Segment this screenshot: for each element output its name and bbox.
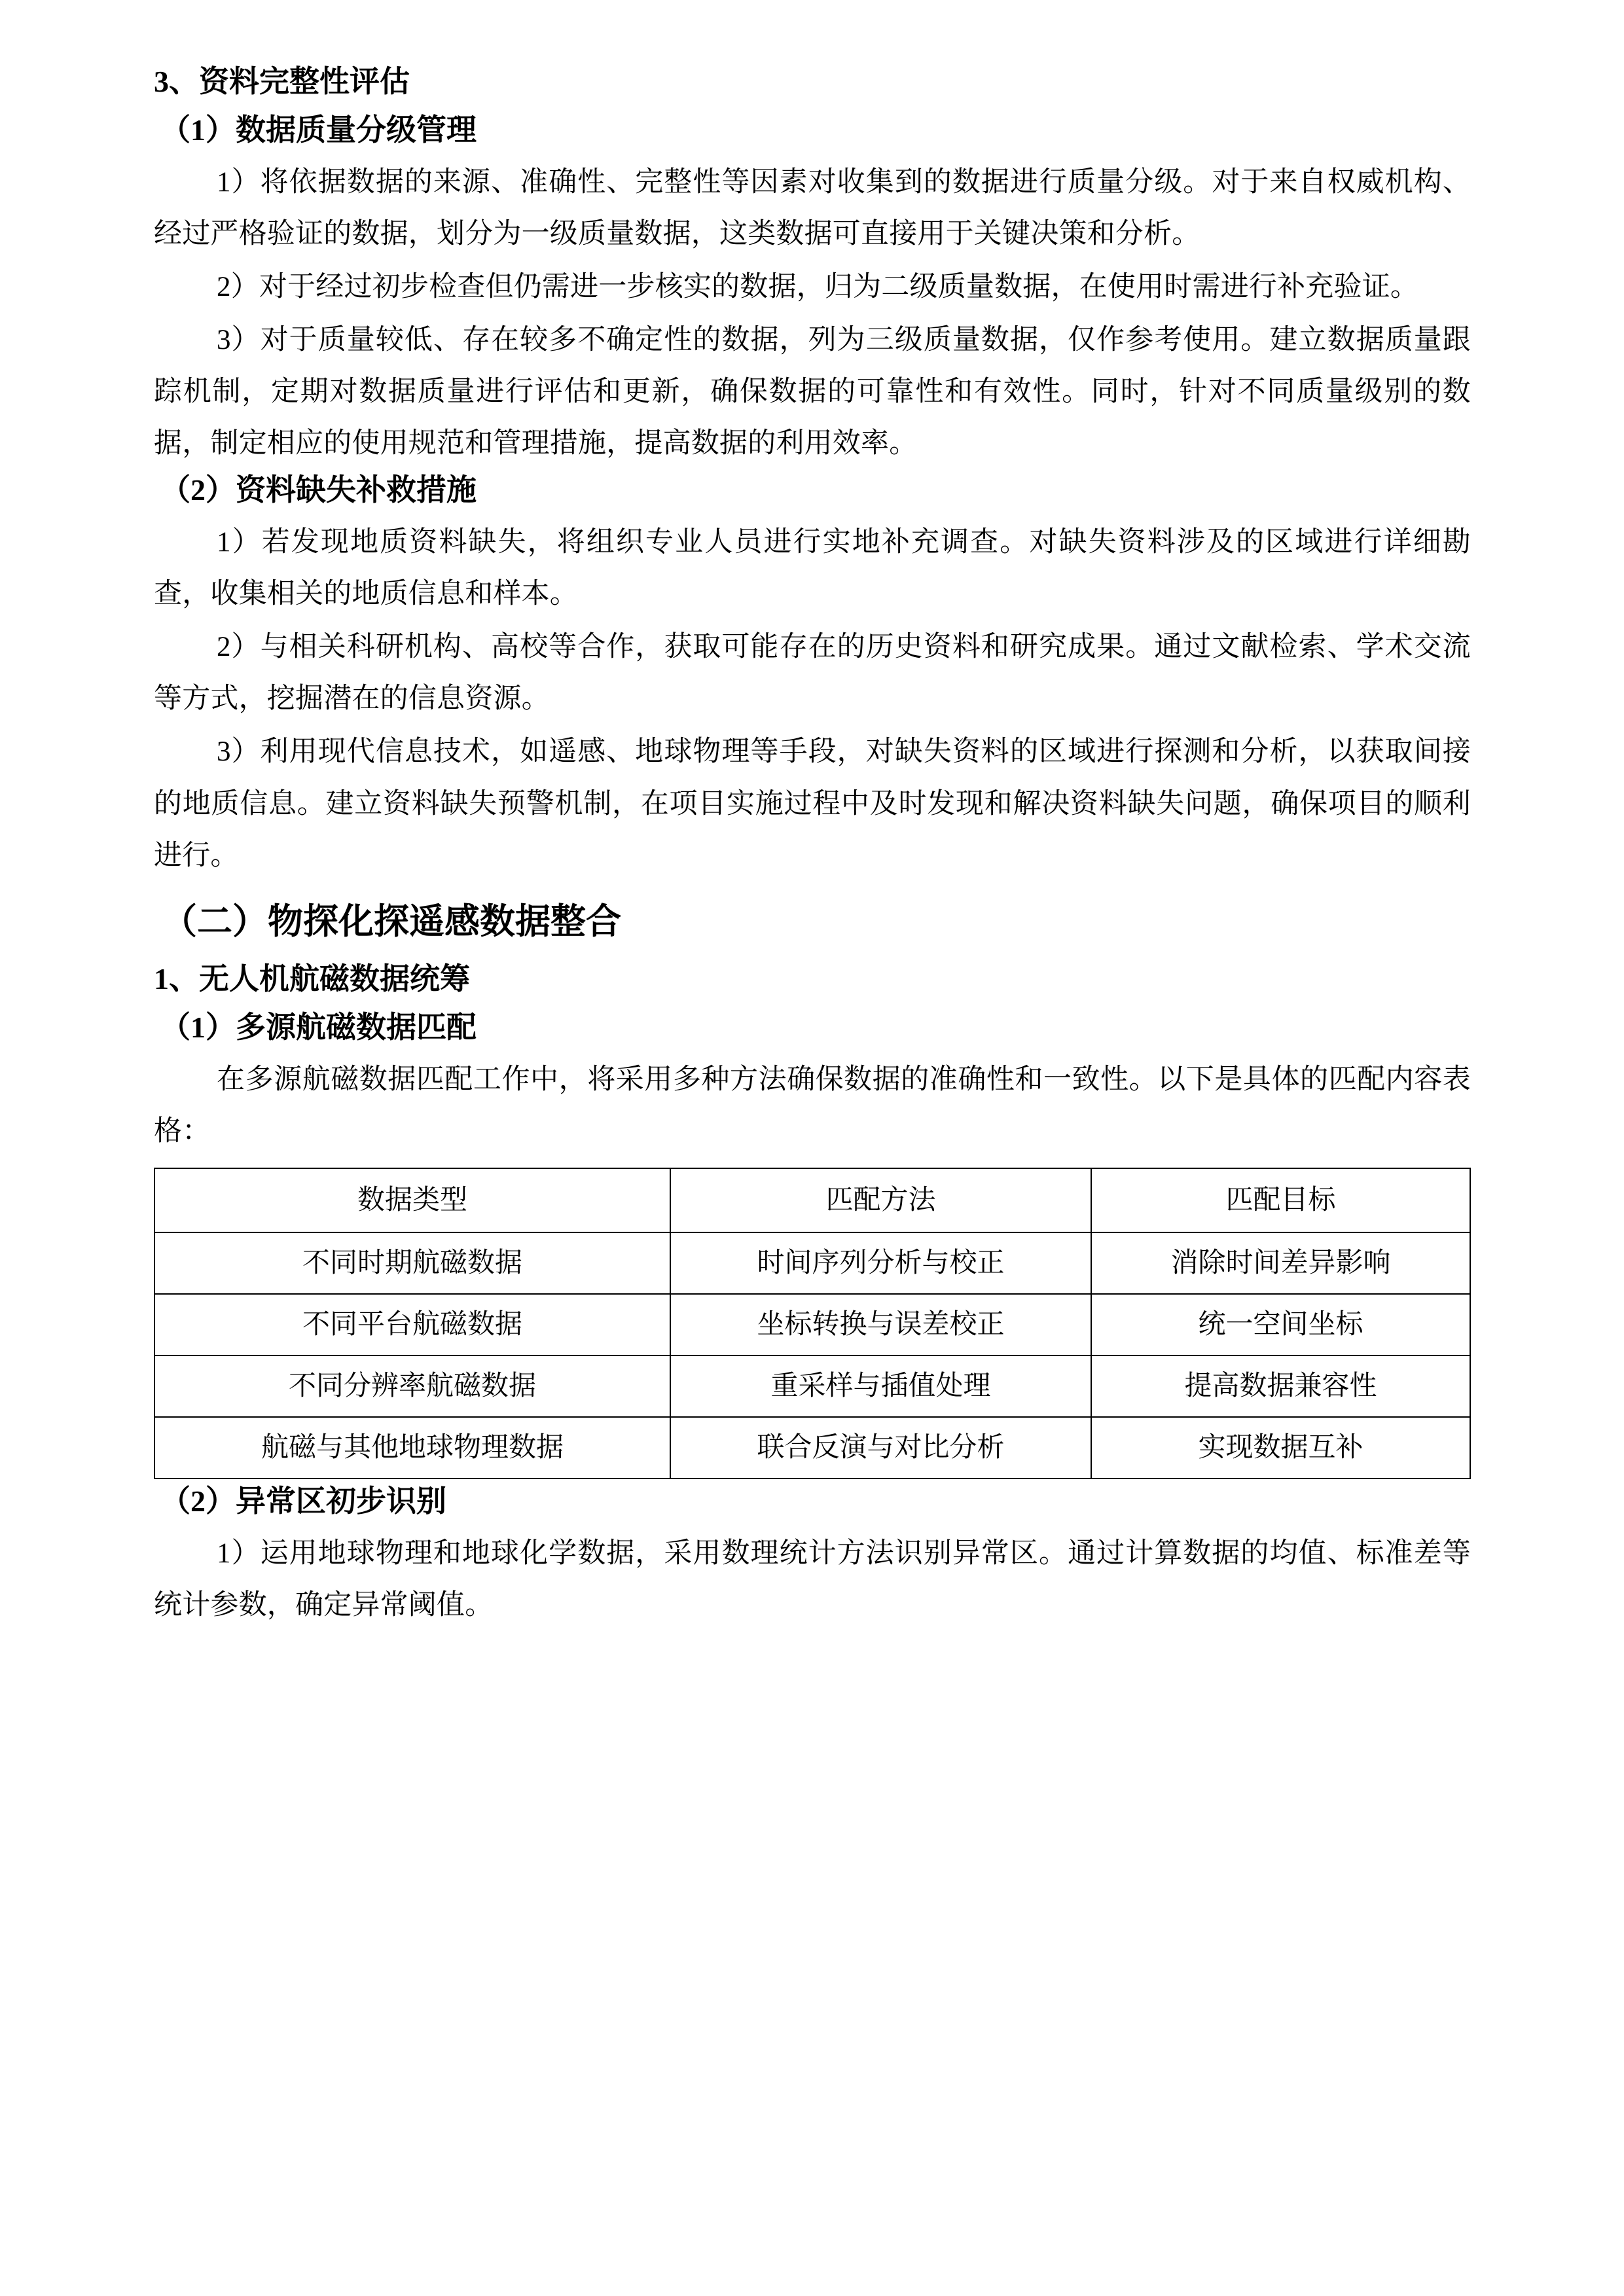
- table-cell-match-goal: 提高数据兼容性: [1091, 1355, 1470, 1417]
- table-cell-data-type: 不同分辨率航磁数据: [154, 1355, 670, 1417]
- paragraph-3-2-3: 3）利用现代信息技术，如遥感、地球物理等手段，对缺失资料的区域进行探测和分析，以获取间接的地质信息。建立资料缺失预警机制，在项目实施过程中及时发现和解决资料缺失问题，确保项目的顺利进行。: [154, 736, 1471, 871]
- heading-section-3-1: （1）数据质量分级管理: [160, 113, 477, 147]
- paragraph-3-1-1: 1）将依据数据的来源、准确性、完整性等因素对收集到的数据进行质量分级。对于来自权威机构、经过严格验证的数据，划分为一级质量数据，这类数据可直接用于关键决策和分析。: [154, 166, 1471, 249]
- table-row: [154, 1294, 1470, 1355]
- heading-section-3-2: （2）资料缺失补救措施: [160, 473, 477, 507]
- paragraph-3-1-2: 2）对于经过初步检查但仍需进一步核实的数据，归为二级质量数据，在使用时需进行补充验证。: [217, 271, 1419, 302]
- heading-section-3: 3、资料完整性评估: [154, 65, 410, 98]
- page-content: [154, 62, 1471, 1632]
- heading-section-er-2: （2）异常区初步识别: [160, 1484, 446, 1518]
- heading-section-er-1: （1）多源航磁数据匹配: [160, 1010, 477, 1044]
- table-row: [154, 1417, 1470, 1479]
- table-cell-match-goal: 消除时间差异影响: [1091, 1232, 1470, 1294]
- table-cell-match-goal: 统一空间坐标: [1091, 1294, 1470, 1355]
- paragraph-3-2-1: 1）若发现地质资料缺失，将组织专业人员进行实地补充调查。对缺失资料涉及的区域进行详细勘查，收集相关的地质信息和样本。: [154, 527, 1471, 610]
- table-cell-match-method: 联合反演与对比分析: [670, 1417, 1091, 1479]
- table-row: [154, 1355, 1470, 1417]
- multi-source-match-table: [154, 1168, 1471, 1479]
- paragraph-3-2-2: 2）与相关科研机构、高校等合作，获取可能存在的历史资料和研究成果。通过文献检索、学术交流等方式，挖掘潜在的信息资源。: [154, 632, 1471, 715]
- table-row: [154, 1232, 1470, 1294]
- paragraph-er-1-intro: 在多源航磁数据匹配工作中，将采用多种方法确保数据的准确性和一致性。以下是具体的匹配内容表格：: [154, 1064, 1471, 1147]
- match-table-wrapper: [154, 1168, 1471, 1479]
- table-cell-match-method: 时间序列分析与校正: [670, 1232, 1091, 1294]
- table-header-data-type: 数据类型: [154, 1168, 670, 1232]
- table-cell-data-type: 航磁与其他地球物理数据: [154, 1417, 670, 1479]
- table-header-match-method: 匹配方法: [670, 1168, 1091, 1232]
- heading-section-er-sub: 1、无人机航磁数据统筹: [154, 962, 470, 996]
- table-header-row: [154, 1168, 1470, 1232]
- table-cell-data-type: 不同时期航磁数据: [154, 1232, 670, 1294]
- table-header-match-goal: 匹配目标: [1091, 1168, 1470, 1232]
- table-cell-match-method: 坐标转换与误差校正: [670, 1294, 1091, 1355]
- heading-section-er: （二）物探化探遥感数据整合: [162, 901, 621, 941]
- paragraph-3-1-3: 3）对于质量较低、存在较多不确定性的数据，列为三级质量数据，仅作参考使用。建立数据质量跟踪机制，定期对数据质量进行评估和更新，确保数据的可靠性和有效性。同时，针对不同质量级别的数据，制定相应的使用规范和管理措施，提高数据的利用效率。: [154, 324, 1471, 459]
- paragraph-er-2-1: 1）运用地球物理和地球化学数据，采用数理统计方法识别异常区。通过计算数据的均值、标准差等统计参数，确定异常阈值。: [154, 1537, 1471, 1621]
- table-cell-data-type: 不同平台航磁数据: [154, 1294, 670, 1355]
- table-cell-match-goal: 实现数据互补: [1091, 1417, 1470, 1479]
- table-cell-match-method: 重采样与插值处理: [670, 1355, 1091, 1417]
